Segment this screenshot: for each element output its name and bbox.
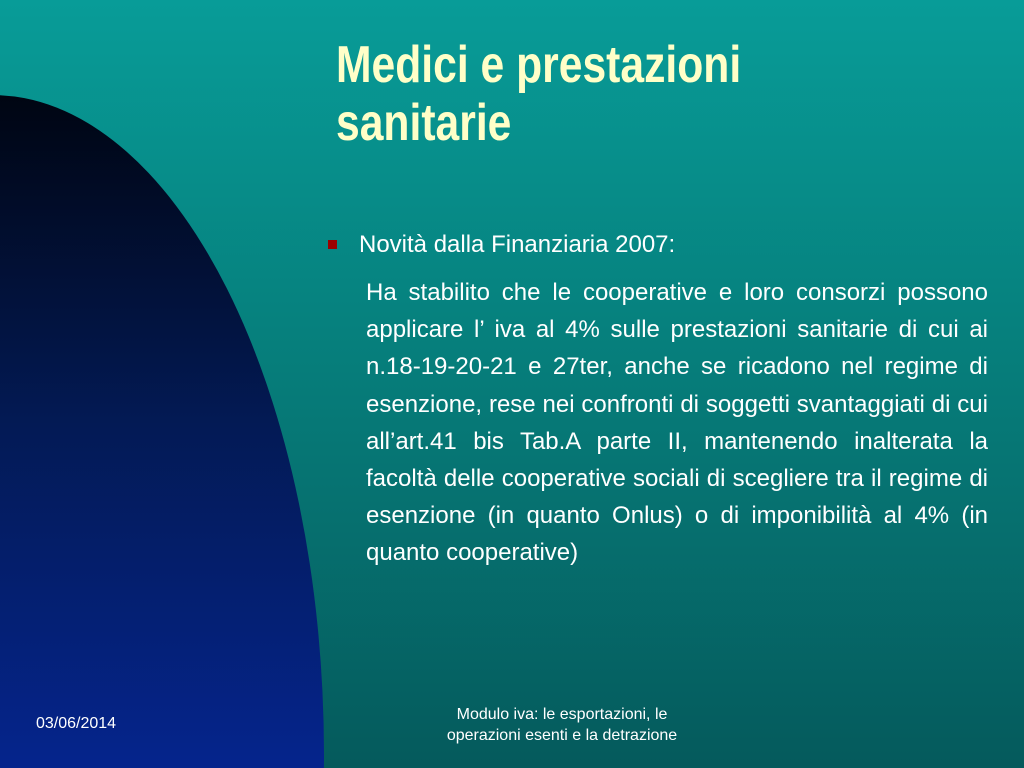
- decorative-blue-arc: [0, 95, 324, 768]
- slide-title: Medici e prestazioni sanitarie: [336, 36, 742, 152]
- bullet-item: [320, 228, 988, 262]
- footer-module-title: Modulo iva: le esportazioni, le operazioni esenti e la detrazione: [446, 706, 678, 744]
- footer-date: 03/06/2014: [36, 715, 117, 732]
- body-paragraph: Ha stabilito che le cooperative e loro consorzi possono applicare l’ iva al 4% sulle prestazioni sanitarie di cui ai n.18-19-20-21 e 27ter, anche se ricadono nel regime di esenzione, rese nei confronti di soggetti svantaggiati di cui all’art.41 bis Tab.A parte II, mantenendo inalterata la facoltà delle cooperative sociali di scegliere tra il regime di esenzione (in quanto Onlus) o di imponibilità al 4% (in quanto cooperative): [366, 279, 988, 567]
- square-bullet-icon: [328, 240, 337, 249]
- bullet-text: Novità dalla Finanziaria 2007:: [359, 231, 676, 258]
